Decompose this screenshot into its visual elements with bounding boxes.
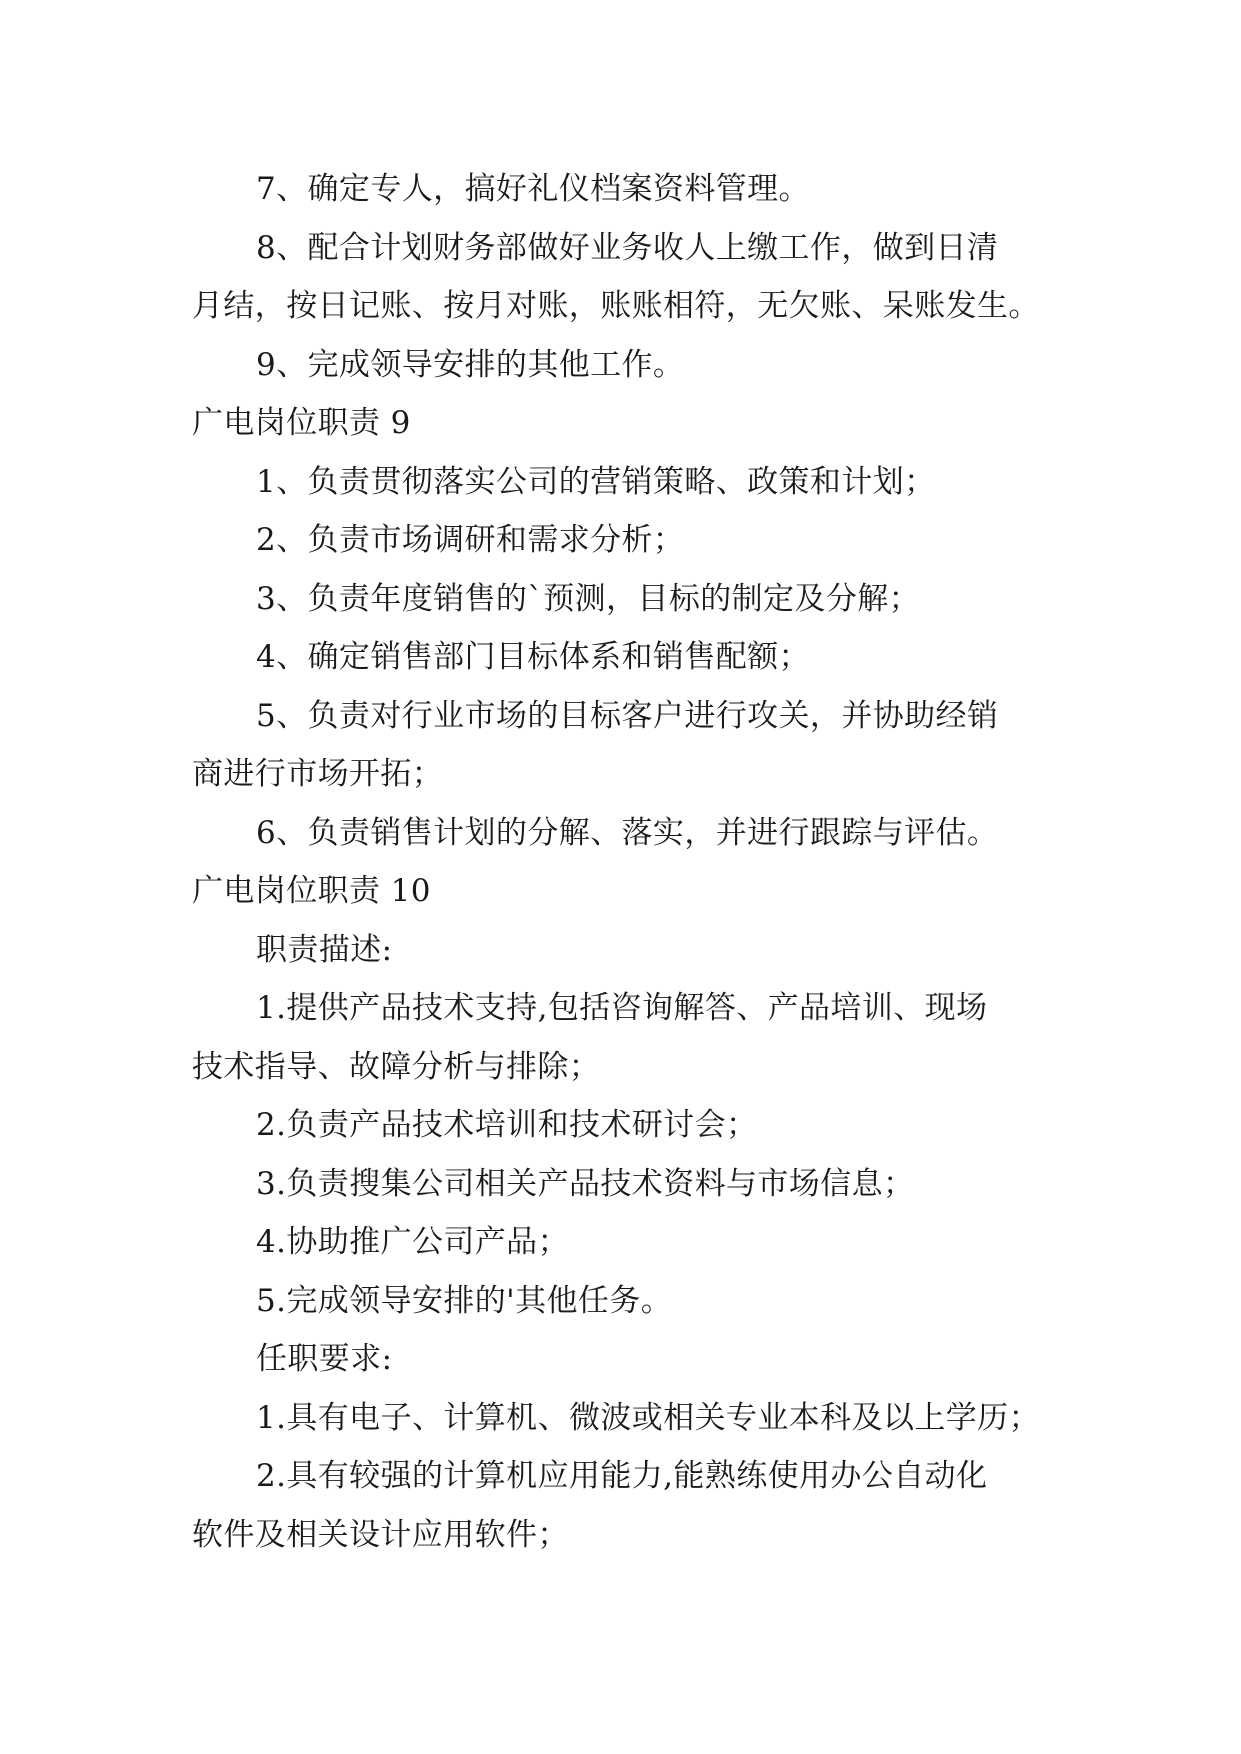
list-item: 1、负责贯彻落实公司的营销策略、政策和计划； (256, 463, 936, 500)
list-item: 1.提供产品技术支持,包括咨询解答、产品培训、现场 (256, 990, 988, 1026)
subsection-label: 任职要求: (256, 1341, 393, 1377)
list-item: 3、负责年度销售的`预测，目标的制定及分解； (256, 580, 921, 617)
list-item: 6、负责销售计划的分解、落实，并进行跟踪与评估。 (256, 814, 999, 851)
list-item: 7、确定专人，搞好礼仪档案资料管理。 (256, 171, 810, 207)
list-item: 3.负责搜集公司相关产品技术资料与市场信息； (256, 1165, 915, 1202)
list-item: 8、配合计划财务部做好业务收人上缴工作，做到日清 (256, 229, 999, 266)
list-item: 2、负责市场调研和需求分析； (256, 522, 685, 558)
list-item-continuation: 商进行市场开拓； (192, 756, 444, 792)
list-item: 4.协助推广公司产品； (256, 1224, 569, 1260)
list-item: 2.负责产品技术培训和技术研讨会； (256, 1107, 758, 1143)
list-item-continuation: 技术指导、故障分析与排除； (192, 1048, 601, 1085)
list-item: 5.完成领导安排的'其他任务。 (256, 1282, 673, 1319)
list-item: 1.具有电子、计算机、微波或相关专业本科及以上学历； (256, 1399, 1040, 1436)
list-item: 9、完成领导安排的其他工作。 (256, 346, 685, 383)
section-heading: 广电岗位职责 10 (192, 873, 431, 909)
list-item-continuation: 月结，按日记账、按月对账，账账相符，无欠账、呆账发生。 (192, 288, 1040, 324)
list-item: 4、确定销售部门目标体系和销售配额； (256, 639, 810, 675)
list-item: 2.具有较强的计算机应用能力,能熟练使用办公自动化 (256, 1458, 988, 1494)
section-heading: 广电岗位职责 9 (192, 405, 411, 441)
list-item: 5、负责对行业市场的目标客户进行攻关，并协助经销 (256, 697, 999, 734)
document-body (192, 160, 1052, 1564)
subsection-label: 职责描述: (256, 931, 393, 968)
list-item-continuation: 软件及相关设计应用软件； (192, 1516, 569, 1553)
